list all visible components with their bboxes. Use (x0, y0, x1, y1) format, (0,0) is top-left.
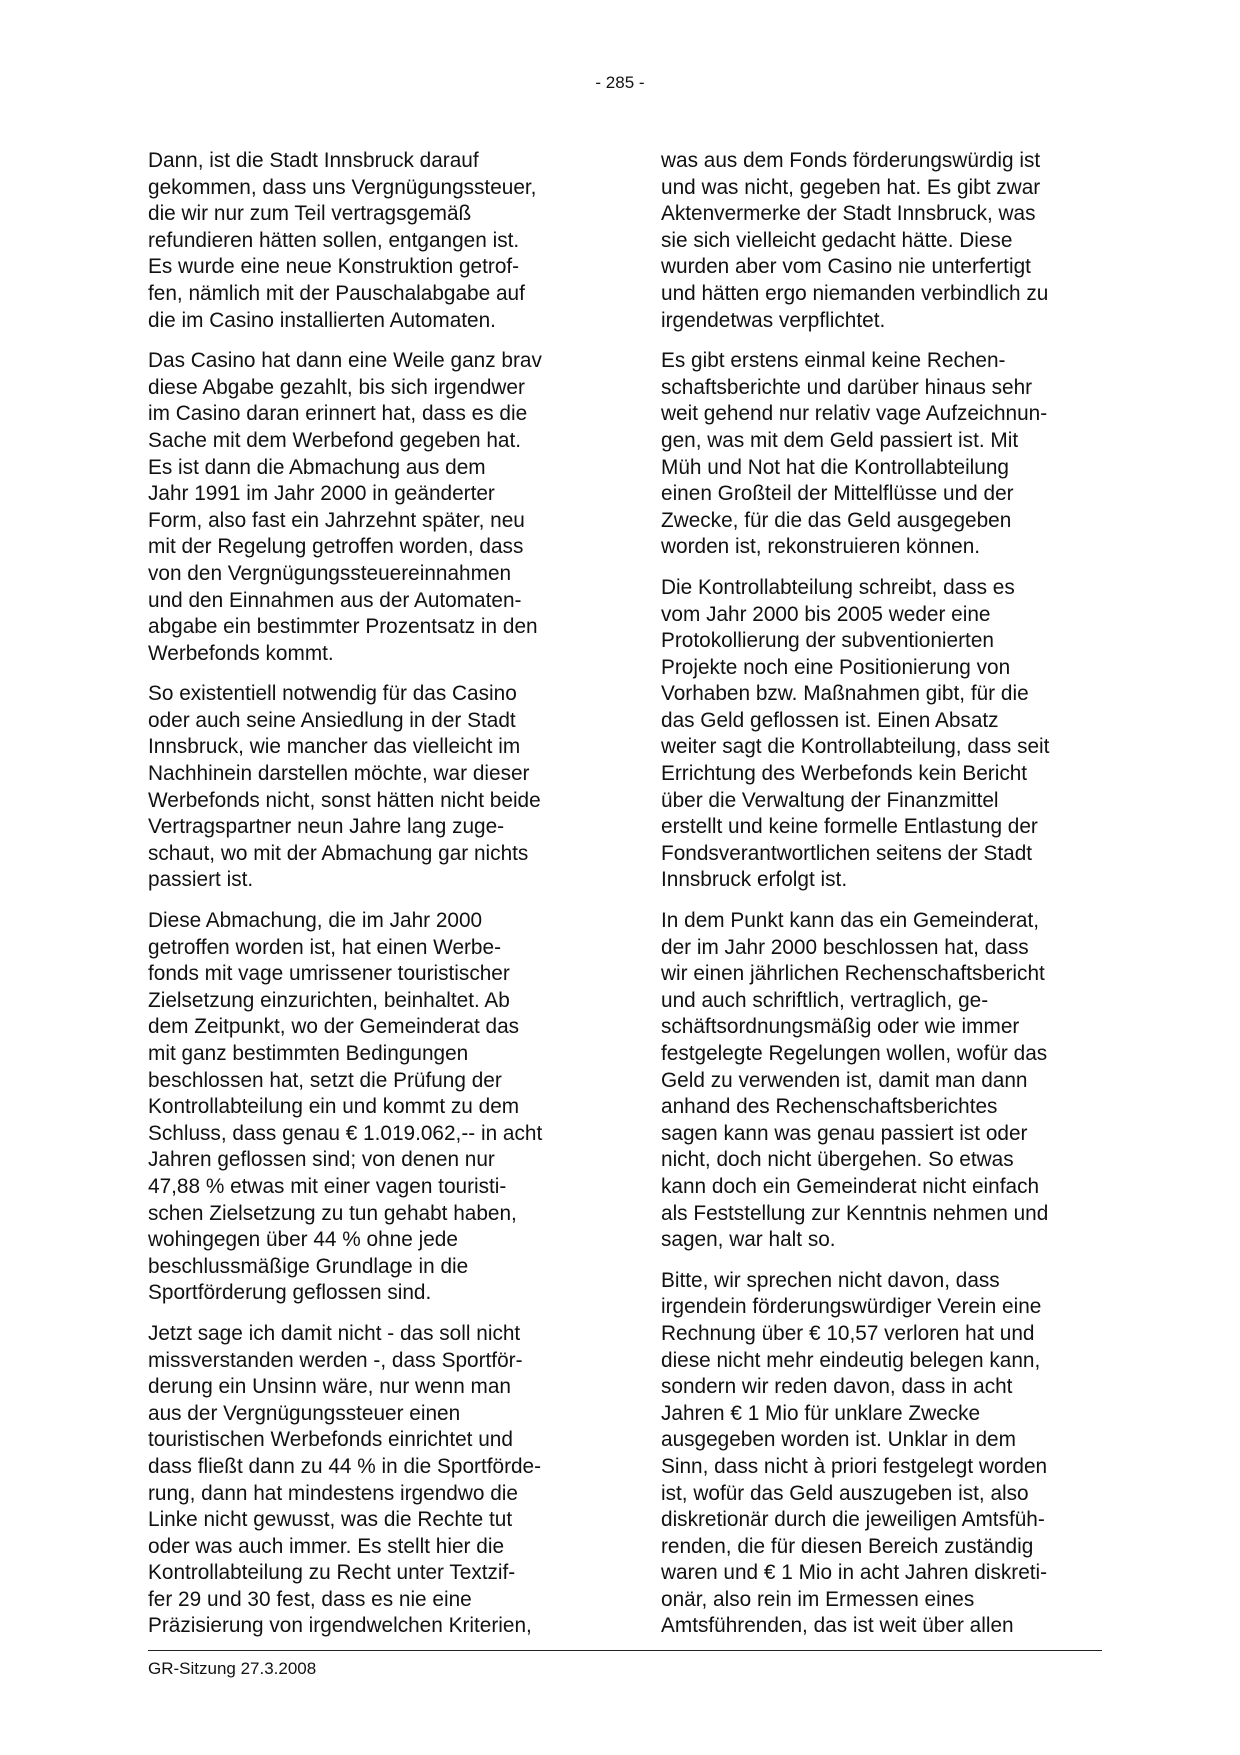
paragraph: Dann, ist die Stadt Innsbruck darauf gekommen, dass uns Vergnügungssteuer, die wir nur zum Teil vertragsgemäß refundieren hätten sollen, entgangen ist. Es wurde eine neue Konstruktion getrof- fen, nämlich mit der Pauschalabgabe auf die im Casino installierten Automaten. (148, 149, 537, 332)
paragraph: Das Casino hat dann eine Weile ganz brav diese Abgabe gezahlt, bis sich irgendwer im Casino daran erinnert hat, dass es die Sache mit dem Werbefond gegeben hat. Es ist dann die Abmachung aus dem Jahr 1991 im Jahr 2000 in geänderter Form, also fast ein Jahrzehnt später, neu mit der Regelung getroffen worden, dass von den Vergnügungssteuereinnahmen und den Einnahmen aus der Automaten- abgabe ein bestimmter Prozentsatz in den Werbefonds kommt. (148, 349, 542, 665)
paragraph: Jetzt sage ich damit nicht - das soll nicht missverstanden werden -, dass Sportför- derung ein Unsinn wäre, nur wenn man aus der Vergnügungssteuer einen touristischen Werbefonds einrichtet und dass fließt dann zu 44 % in die Sportförde- rung, dann hat mindestens irgendwo die Linke nicht gewusst, was die Rechte tut oder was auch immer. Es stellt hier die Kontrollabteilung zu Recht unter Textzif- fer 29 und 30 fest, dass es nie eine Präzisierung von irgendwelchen Kriterien, (148, 1321, 542, 1638)
paragraph: Es gibt erstens einmal keine Rechen- schaftsberichte und darüber hinaus sehr weit gehend nur relativ vage Aufzeichnun- gen, was mit dem Geld passiert ist. Mit Müh und Not hat die Kontrollabteilung einen Großteil der Mittelflüsse und der Zwecke, für die das Geld ausgegeben worden ist, rekonstruieren können. (661, 349, 1048, 559)
paragraph: Diese Abmachung, die im Jahr 2000 getroffen worden ist, hat einen Werbe- fonds mit vage umrissener touristischer Zielsetzung einzurichten, beinhaltet. Ab dem Zeitpunkt, wo der Gemeinderat das mit ganz bestimmten Bedingungen beschlossen hat, setzt die Prüfung der Kontrollabteilung ein und kommt zu dem Schluss, dass genau € 1.019.062,-- in acht Jahren geflossen sind; von denen nur 47,88 % etwas mit einer vagen touristi- schen Zielsetzung zu tun gehabt haben, wohingegen über 44 % ohne jede beschlussmäßige Grundlage in die Sportförderung geflossen sind. (148, 909, 543, 1305)
paragraph: Die Kontrollabteilung schreibt, dass es vom Jahr 2000 bis 2005 weder eine Protokollierung der subventionierten Projekte noch eine Positionierung von Vorhaben bzw. Maßnahmen gibt, für die das Geld geflossen ist. Einen Absatz weiter sagt die Kontrollabteilung, dass seit Errichtung des Werbefonds kein Bericht über die Verwaltung der Finanzmittel erstellt und keine formelle Entlastung der Fondsverantwortlichen seitens der Stadt Innsbruck erfolgt ist. (661, 575, 1050, 892)
footer-divider (148, 1650, 1102, 1651)
left-column (148, 148, 590, 1654)
right-column (661, 148, 1103, 1654)
footer-text: GR-Sitzung 27.3.2008 (148, 1659, 317, 1678)
paragraph: In dem Punkt kann das ein Gemeinderat, der im Jahr 2000 beschlossen hat, dass wir einen jährlichen Rechenschaftsbericht und auch schriftlich, vertraglich, ge- schäftsordnungsmäßig oder wie immer festgelegte Regelungen wollen, wofür das Geld zu verwenden ist, damit man dann anhand des Rechenschaftsberichtes sagen kann was genau passiert ist oder nicht, doch nicht übergehen. So etwas kann doch ein Gemeinderat nicht einfach als Feststellung zur Kenntnis nehmen und sagen, war halt so. (661, 909, 1049, 1252)
paragraph: was aus dem Fonds förderungswürdig ist und was nicht, gegeben hat. Es gibt zwar Aktenvermerke der Stadt Innsbruck, was sie sich vielleicht gedacht hätte. Diese wurden aber vom Casino nie unterfertigt und hätten ergo niemanden verbindlich zu irgendetwas verpflichtet. (661, 149, 1049, 332)
paragraph: Bitte, wir sprechen nicht davon, dass irgendein förderungswürdiger Verein eine Rechnung über € 10,57 verloren hat und diese nicht mehr eindeutig belegen kann, sondern wir reden davon, dass in acht Jahren € 1 Mio für unklare Zwecke ausgegeben worden ist. Unklar in dem Sinn, dass nicht à priori festgelegt worden ist, wofür das Geld auszugeben ist, also diskretionär durch die jeweiligen Amtsfüh- renden, die für diesen Bereich zuständig waren und € 1 Mio in acht Jahren diskreti- onär, also rein im Ermessen eines Amtsführenden, das ist weit über allen (661, 1268, 1048, 1638)
page-number: - 285 - (595, 73, 645, 92)
paragraph: So existentiell notwendig für das Casino oder auch seine Ansiedlung in der Stadt Innsbruck, wie mancher das vielleicht im Nachhinein darstellen möchte, war dieser Werbefonds nicht, sonst hätten nicht beide Vertragspartner neun Jahre lang zuge- schaut, wo mit der Abmachung gar nichts passiert ist. (148, 682, 541, 892)
